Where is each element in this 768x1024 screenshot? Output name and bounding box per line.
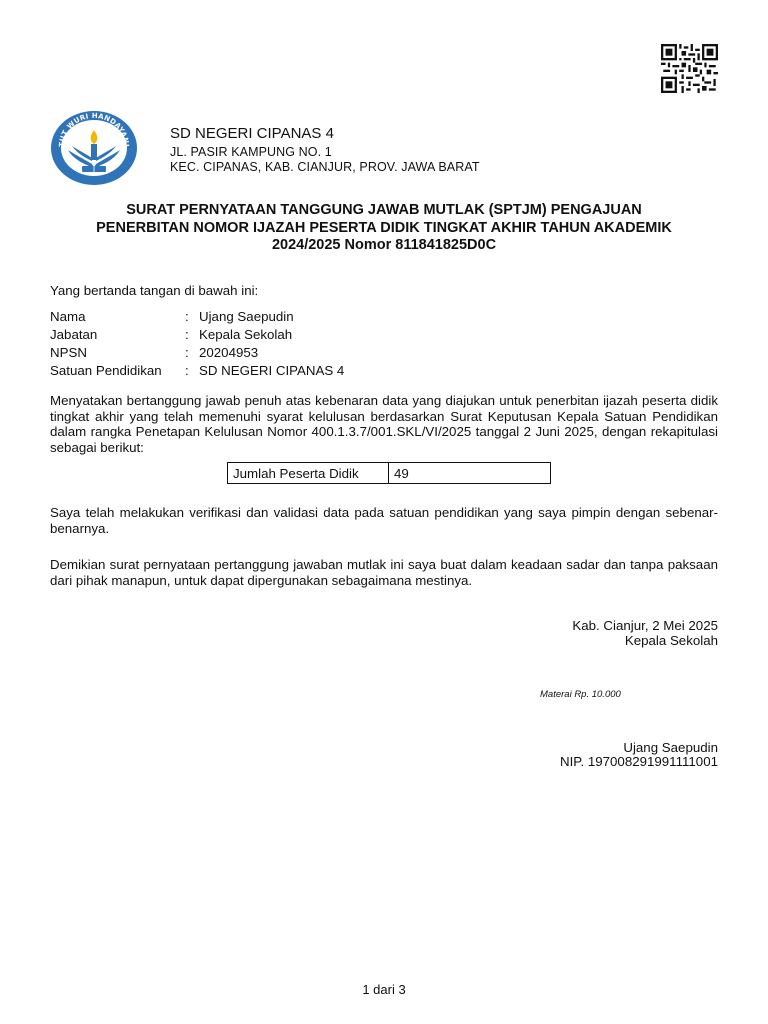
table-row [228, 463, 551, 484]
school-address-line-2: KEC. CIPANAS, KAB. CIANJUR, PROV. JAWA BARAT [170, 160, 480, 174]
identity-colon: : [185, 327, 189, 342]
signatory-name: Ujang Saepudin [623, 740, 718, 755]
materai-label: Materai Rp. 10.000 [540, 689, 621, 700]
identity-colon: : [185, 309, 189, 324]
identity-value-npsn: 20204953 [199, 345, 259, 360]
document-title [50, 202, 718, 255]
tut-wuri-handayani-logo [50, 110, 138, 186]
identity-value-position: Kepala Sekolah [199, 327, 293, 342]
qr-code-icon [661, 44, 718, 93]
verification-paragraph: Saya telah melakukan verifikasi dan validasi data pada satuan pendidikan yang saya pimpin dengan sebenar-benarnya. [50, 505, 718, 536]
title-line-2: PENERBITAN NOMOR IJAZAH PESERTA DIDIK TINGKAT AKHIR TAHUN AKADEMIK [96, 219, 672, 236]
recap-value: 49 [389, 463, 551, 484]
school-address-line-1: JL. PASIR KAMPUNG NO. 1 [170, 145, 332, 159]
statement-paragraph: Menyatakan bertanggung jawab penuh atas kebenaran data yang diajukan untuk penerbitan ijazah peserta didik tingkat akhir yang telah memenuhi syarat kelulusan berdasarkan Surat Keputusan Kepala Satuan Pendidikan dalam rangka Penetapan Kelulusan Nomor 400.1.3.7/001.SKL/VI/2025 tanggal 2 Juni 2025, dengan rekapitulasi sebagai berikut: [50, 393, 718, 455]
school-name: SD NEGERI CIPANAS 4 [170, 125, 334, 142]
identity-colon: : [185, 363, 189, 378]
identity-value-name: Ujang Saepudin [199, 309, 294, 324]
recap-table [227, 462, 551, 484]
identity-colon: : [185, 345, 189, 360]
identity-label-name: Nama [50, 309, 86, 324]
identity-label-npsn: NPSN [50, 345, 87, 360]
signature-place-date: Kab. Cianjur, 2 Mei 2025 [572, 618, 718, 633]
closing-paragraph: Demikian surat pernyataan pertanggung jawaban mutlak ini saya buat dalam keadaan sadar dan tanpa paksaan dari pihak manapun, untuk dapat dipergunakan sebagaimana mestinya. [50, 557, 718, 588]
recap-label: Jumlah Peserta Didik [228, 463, 389, 484]
svg-text:TUT WURI HANDAYANI: TUT WURI HANDAYANI [57, 111, 131, 148]
page-number: 1 dari 3 [362, 982, 406, 997]
signature-position: Kepala Sekolah [624, 633, 718, 648]
signatory-nip: NIP. 197008291991111001 [560, 754, 718, 769]
identity-label-unit: Satuan Pendidikan [50, 363, 162, 378]
title-line-3: 2024/2025 Nomor 811841825D0C [271, 237, 497, 253]
intro-text: Yang bertanda tangan di bawah ini: [50, 283, 259, 298]
title-line-1: SURAT PERNYATAAN TANGGUNG JAWAB MUTLAK (SPTJM) PENGAJUAN [126, 202, 642, 218]
identity-label-position: Jabatan [50, 327, 98, 342]
identity-value-unit: SD NEGERI CIPANAS 4 [199, 363, 345, 378]
